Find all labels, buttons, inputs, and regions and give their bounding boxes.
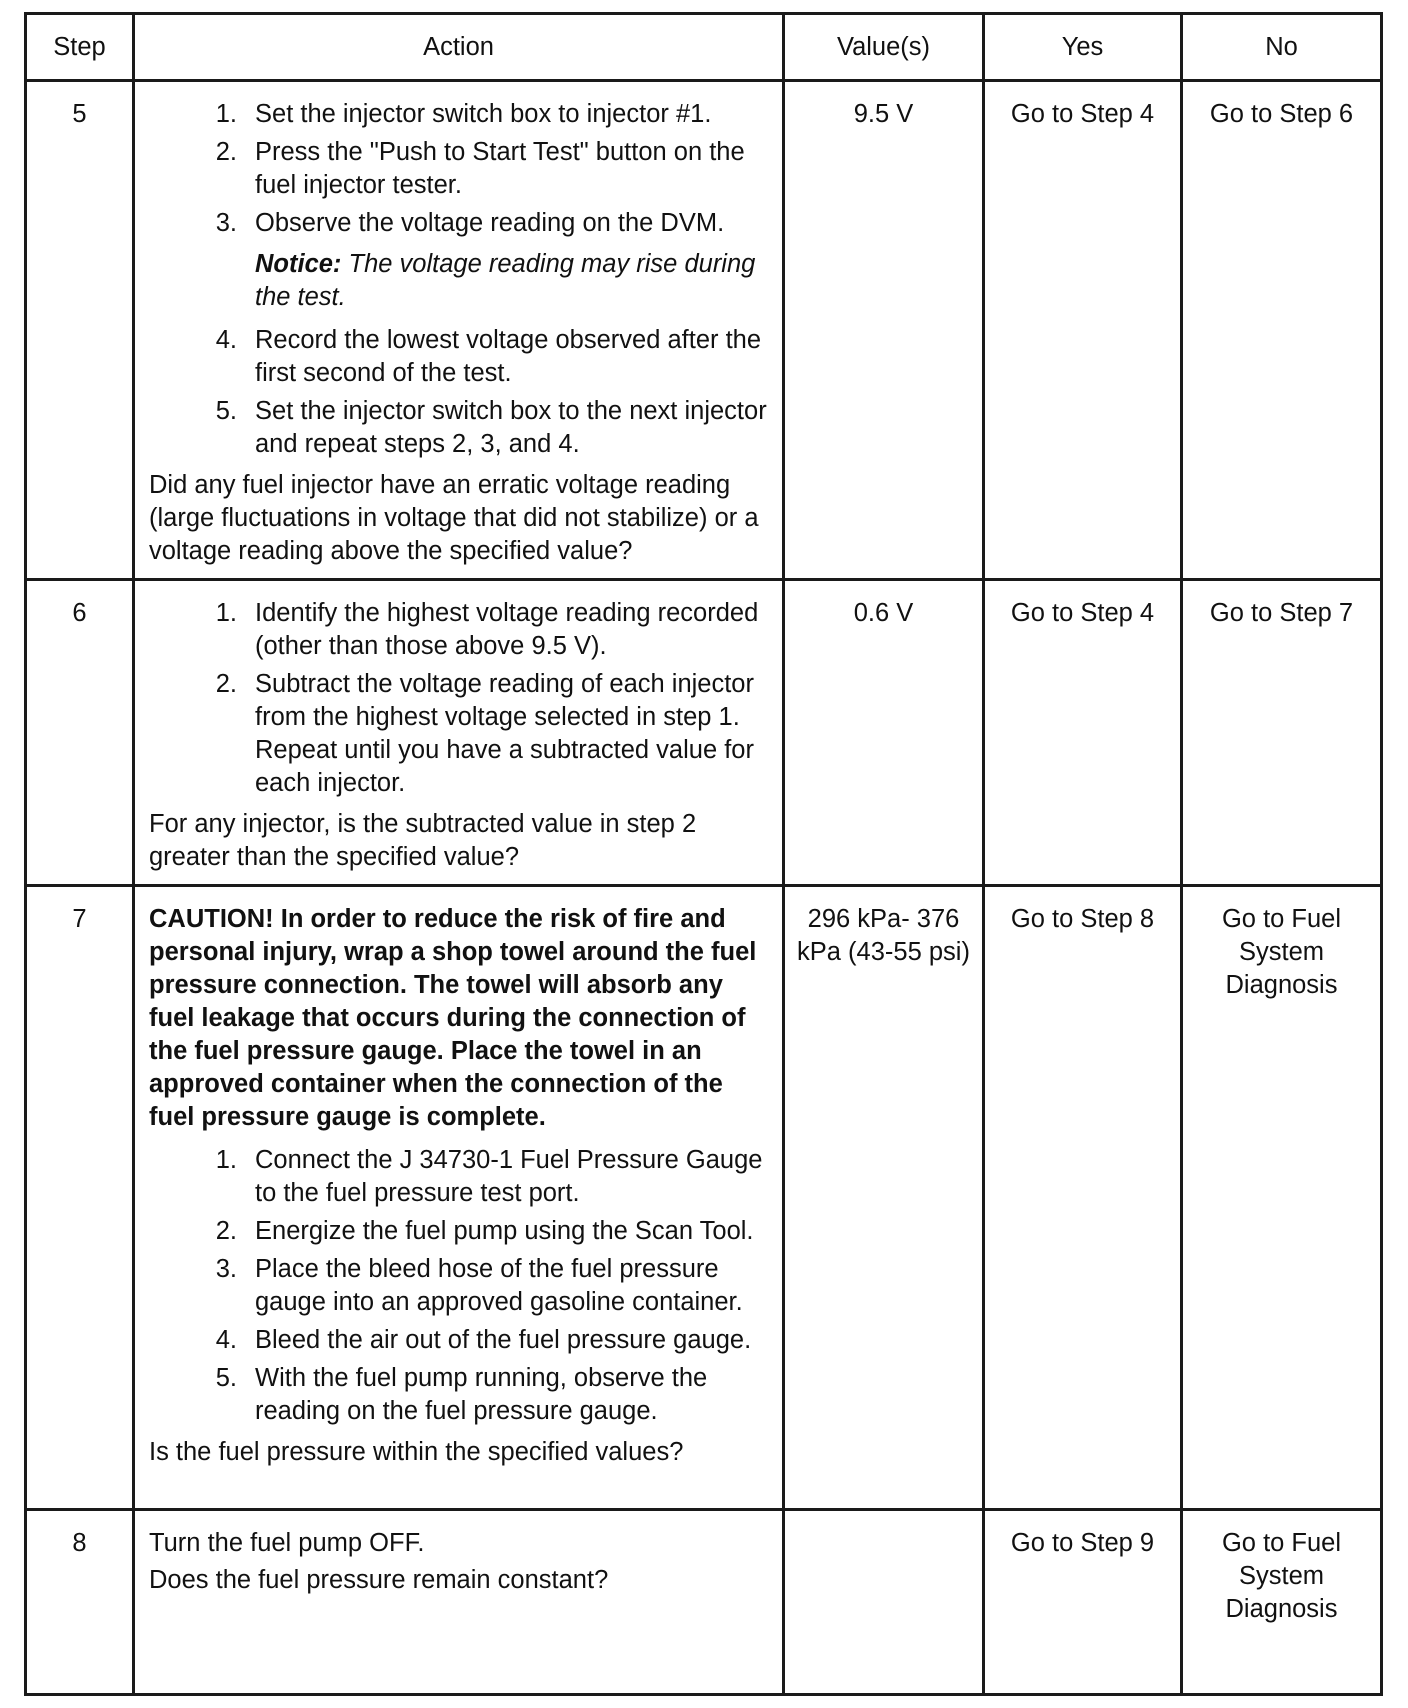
notice-note: Notice: The voltage reading may rise during the test. [255, 250, 756, 311]
action-steps [149, 1144, 772, 1428]
header-values: Value(s) [784, 14, 984, 81]
yes-cell: Go to Step 4 [984, 81, 1182, 580]
value-cell: 9.5 V [784, 81, 984, 580]
list-item: 5. Set the injector switch box to the next injector and repeat steps 2, 3, and 4. [215, 397, 767, 458]
header-yes: Yes [984, 14, 1182, 81]
no-cell: Go to Step 6 [1182, 81, 1382, 580]
table-row-step-5 [26, 81, 1382, 580]
no-cell: Go to Fuel System Diagnosis [1182, 886, 1382, 1510]
action-steps [149, 597, 772, 800]
action-line: Turn the fuel pump OFF. [149, 1529, 425, 1557]
list-item: 1. Set the injector switch box to injector #1. [215, 100, 712, 128]
action-steps [149, 98, 772, 240]
action-question: Does the fuel pressure remain constant? [149, 1566, 609, 1594]
header-step: Step [26, 14, 134, 81]
value-cell: 0.6 V [784, 580, 984, 886]
action-cell [134, 81, 784, 580]
list-item: 4. Record the lowest voltage observed after the first second of the test. [215, 326, 762, 387]
action-cell [134, 1510, 784, 1695]
no-cell: Go to Fuel System Diagnosis [1182, 1510, 1382, 1695]
yes-cell: Go to Step 4 [984, 580, 1182, 886]
caution-warning: CAUTION! In order to reduce the risk of fire and personal injury, wrap a shop towel around the fuel pressure connection. The towel will absorb any fuel leakage that occurs during the connection of the fuel pressure gauge. Place the towel in an approved container when the connection of the fuel pressure gauge is complete. [149, 905, 757, 1131]
header-row [26, 14, 1382, 81]
action-cell [134, 580, 784, 886]
list-item: 3. Place the bleed hose of the fuel pressure gauge into an approved gasoline container. [215, 1255, 743, 1316]
value-cell [784, 1510, 984, 1695]
table-row-step-7 [26, 886, 1382, 1510]
value-cell: 296 kPa- 376 kPa (43-55 psi) [784, 886, 984, 1510]
action-question: For any injector, is the subtracted value in step 2 greater than the specified value? [149, 810, 697, 871]
yes-cell: Go to Step 8 [984, 886, 1182, 1510]
list-item: 2. Subtract the voltage reading of each injector from the highest voltage selected in step 1. Repeat until you have a subtracted value for each injector. [215, 670, 754, 797]
list-item: 2. Energize the fuel pump using the Scan Tool. [215, 1217, 754, 1245]
yes-cell: Go to Step 9 [984, 1510, 1182, 1695]
list-item: 5. With the fuel pump running, observe the reading on the fuel pressure gauge. [215, 1364, 708, 1425]
table-row-step-8 [26, 1510, 1382, 1695]
header-action: Action [134, 14, 784, 81]
list-item: 2. Press the "Push to Start Test" button on the fuel injector tester. [215, 138, 745, 199]
header-no: No [1182, 14, 1382, 81]
diagnostic-table [24, 12, 1383, 1696]
list-item: 1. Connect the J 34730-1 Fuel Pressure Gauge to the fuel pressure test port. [215, 1146, 763, 1207]
action-question: Is the fuel pressure within the specified values? [149, 1438, 684, 1466]
action-steps [149, 324, 772, 461]
table-row-step-6 [26, 580, 1382, 886]
action-cell [134, 886, 784, 1510]
step-number: 5 [26, 81, 134, 580]
step-number: 6 [26, 580, 134, 886]
list-item: 3. Observe the voltage reading on the DVM. [215, 209, 725, 237]
step-number: 8 [26, 1510, 134, 1695]
no-cell: Go to Step 7 [1182, 580, 1382, 886]
list-item: 1. Identify the highest voltage reading recorded (other than those above 9.5 V). [215, 599, 759, 660]
action-question: Did any fuel injector have an erratic voltage reading (large fluctuations in voltage that did not stabilize) or a voltage reading above the specified value? [149, 471, 759, 565]
list-item: 4. Bleed the air out of the fuel pressure gauge. [215, 1326, 752, 1354]
step-number: 7 [26, 886, 134, 1510]
